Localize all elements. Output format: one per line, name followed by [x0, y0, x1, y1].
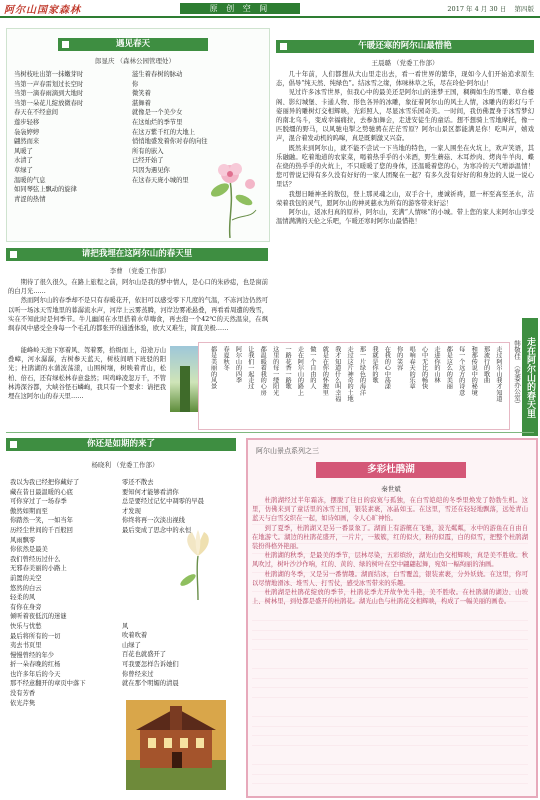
return-poem-author: 杨晓利 （党委工作部） — [91, 461, 159, 469]
vertical-label-author: 韩敬佳 （党委办公室） — [513, 340, 521, 408]
spring-poem-author: 郎显庆 （森林公园管理处） — [94, 57, 176, 65]
bury-me-body-bottom: 能峰岭天池下寒着风、驾着雾，拾级而上，沿途万山叠嶂，河水潺潺，古树参天蓝天，树枝间晒下班驳的阳光；杜鹃湖的水蒲波荡漾，山围树壤，树映着青山，松柏、倍石，还有绿松林春意盎然；叫鸡峰凌忽万千，不管林涛深谷都，大峡谷怪石嶙峋，我只有一个要求：请把我埋在这阿尔山的春天里…… — [8, 347, 166, 401]
scenic-title: 多彩杜鹃湖 — [316, 462, 466, 478]
header-rule — [0, 16, 540, 18]
section-divider — [6, 432, 534, 433]
lily-illustration — [168, 530, 228, 600]
bury-me-title: 请把我埋在这阿尔山的春天里 — [6, 248, 268, 261]
newspaper-logo: 阿尔山国家森林 — [4, 5, 81, 16]
aershan-article-author: 王晨璐 （党委工作部） — [371, 59, 439, 67]
flower-illustration — [200, 160, 262, 238]
return-poem-title: 你还是如期的来了 — [6, 438, 236, 451]
bury-me-body-top: 期待了很久很久，在路上旅程之前，阿尔山是我的梦中情人，是心口的朱砂痣，也是窗前的白月光…… 然而阿尔山的春季却不是只有春暖花开，依旧可以感受零下几度的气温，不冻河边仍然可以听一场冰天雪地里的暮潺流水声，河岸上云雾蒸腾，河岸边雾凇悬叠，再看看周遭的残雪，实在不知此时是何季节。牛儿幽闲在水里搭着水草嗨食，再去泡一个42℃的天然温泉，在飒飒春风中感受全身每一个毛孔的都张开的通透体验，欧大又难生，简直美极…… — [8, 279, 268, 333]
dateline — [447, 4, 534, 13]
spring-poem-col1: 当树枝吐出第一抹嫩芽时 当第一声春雷划过长空时 当第一滴春雨滴到大地时 当第一朵花儿绽放微春时 春天在不经意间 莲步轻移 袅袅婷婷 翩然而来 风暖了 水清了 草绿了 温暖的气息 如同琴弦上飘动的旋律 青涩的热情 — [14, 71, 84, 203]
bury-me-author: 李曹 （党委工作部） — [109, 267, 171, 275]
aershan-article-title: 午暖还寒的阿尔山最惜艳 — [276, 40, 534, 53]
issue-date: 2017 年 4 月 30 日 — [447, 5, 507, 13]
page-number: 第四版 — [514, 5, 534, 13]
spring-poem-col2: 滋生着春树的脉动 你 微笑着 湛舞着 就像是一个美少女 在这灿烂的季节里 在这万紫千红的大地上 悄悄地盛发着你对春的向往 所有的嵌入 已经开始了 只因为遇见你 在这春天庞小城的里 — [132, 71, 208, 184]
vertical-poem: 走过阿尔山我才知道 那流行的歌曲 和那传说中的秘境 每一个远方的诗意 都是这么的美丽 走进你的山林 心中无比的畅快 唱响春天的乐章 你的笑容 在我的心中荡漾 我就是你的歌 那一片绿色的海洋 走过这片神奇的土地 我才知道什么叫幸福 就是在你的怀抱里 做一个自由的人 走在阿尔山的路上 一路花香一路歌 这里的每一缕阳光 都温暖着我的心房 让我们一起走过 阿尔山的四季 春夏秋冬 都是美丽的风景 — [209, 346, 502, 402]
scenic-series-label: 阿尔山景点系列之三 — [256, 447, 319, 455]
scenic-author: 秦世斌 — [381, 485, 401, 493]
aershan-article-body: 几十年前，人们都想从大山里走出去，看一看世界的繁华，现如今人们开始追求原生态，倡导“纯天然、纯绿色”。结冰雪之缘，体味林草之乐，尽在玲伦·阿尔山！ 见过许多冰雪世界，但我心中的最美还是阿尔山的迷梦王国，稠稠如生的雪雕、草台楼阁、影幻城堡、卡通人物、形色各异的冰雕，象征着阿尔山的风土人情，冰雕内的彩灯与千姿丽异的雕树灯交相辉映，光彩照人，尽显冰雪乐园奇美。一时间，我仿佛置身于冰雪梦幻的南北乌斗，变成幸福痛拉，去参加舞会，走进安徒生的童话。想不想骑上雪地摩托，像一匹脱缰的野马，以风驰电掣之势驰骋在茫茫雪原？阿尔山景区都能满足你！吃叫声，嬉戏声，混合着发动机的呜嗥，真是既刺激又兴奋。 既然来到阿尔山，就不能不尝试一下当地的特色，一家人围坐在火坑上，欢声笑语，其乐融融。吃着地道的农家菜，喝着热乎乎的小米酒，野生蘑菇、木耳炒肉、烤肉牛羊肉、蝶在烧的热乎乎的火炕上，不只暖暖了您的身体，还温暖着您的心，为寒冷的天气增添温情！您可曾说记得有多久没有好好的一家人团聚在一起？有多久没有好好的和身边的人说一说心里话？ 我想日睡神圣的敖包，登上那灵魂之山，双手合十，虔诚祈祷，愿一杯至高至圣水，洁荣着我包的灵气，愿阿尔山的神灵慈永为所有的游客带来好运！ 阿尔山，返冰归真的原朴，阿尔山，充满“人情味”的小城。带上您的家人来阿尔山享受温情满满的天伦之乐吧，乍暖还寒时阿尔山最惜艳！ — [276, 71, 534, 226]
scenic-body: 杜鹃湖经过半年霜冻，摆脱了往日的寂寞与孤独，在白雪皑皑的冬季里焕发了勃勃生机。这里，仿佛来到了童话里的冰雪王国，银装素裹，冰晶如玉。在这里，雪还在轻轻地飘落，远处青山蓝天与白雪交织在一起，如诗如画，令人心旷神怡。 到了夏季，杜鹃湖又是另一番景象了。湖面上有游艇在飞驰，波光粼粼，水中的游鱼在自由自在地游弋。湖边的杜鹃花盛开，一片片，一簇簇，红的似火，粉的似霞，白的似雪，把整个杜鹃湖装扮得格外艳丽。 杜鹃湖的秋季，是最美的季节，层林尽染，五彩缤纷，湖光山色交相辉映，真是美不胜收。秋风吹过，树叶沙沙作响，红的、黄的、绿的树叶在空中翩翩起舞，宛如一幅绚丽的油画。 杜鹃湖的冬季，又是另一番情趣。湖面结冰，白雪覆盖，银装素裹，分外妖娆。在这里，你可以尽情地滑冰、堆雪人、打雪仗，感受冰雪带来的乐趣。 杜鹃湖是杜鹃花绽放的季节，杜鹃花季尤开故争先斗艳，美不胜收。在杜鹃湖的湖边、山坡上、树林里，到处都是盛开的杜鹃花。湖光山色与杜鹃花交相辉映，构成了一幅美丽的画卷。 — [252, 496, 528, 790]
section-title: 原 创 空 间 — [180, 3, 300, 14]
return-poem-col1: 我以为我已经把你藏好了 藏在昔日最温暖的心底 可你穿过了一场春季 傲然如期而至 你踏然一笑，一如当年 历经尘世间的千百般回 风雨飘零 你依然是最美 我们曾经历过什么 无邪春美丽的小路上 前置的关空 悠然的白云 轻柔的风 有你在身旁 倾听着夜低沉的迷谜 快乐与忧愁 最后将所有的一切 夷去书页里 慢慢曾经的年少 折一朵春晚的红杨 也许多年后的今天 那不经意翻开的章页中落下 没有芳香 依光芹隽 — [10, 479, 86, 707]
building-illustration — [126, 700, 226, 790]
spring-poem-title: 遇见春天 — [58, 38, 208, 51]
return-poem-col2: 零还不散去 要知何才能够看清你 总是要经过记忆中凋零的早晨 才发现 你终将再一次淡出视线 最后变成了思念中的永恒 风 吹着吹着 山绿了 百花也就盛开了 可我要怎样告诉她们 你曾经来过 就在那个明媚的清晨 — [122, 479, 204, 688]
vertical-label-title: 走在阿尔山的春天里 — [522, 318, 538, 436]
